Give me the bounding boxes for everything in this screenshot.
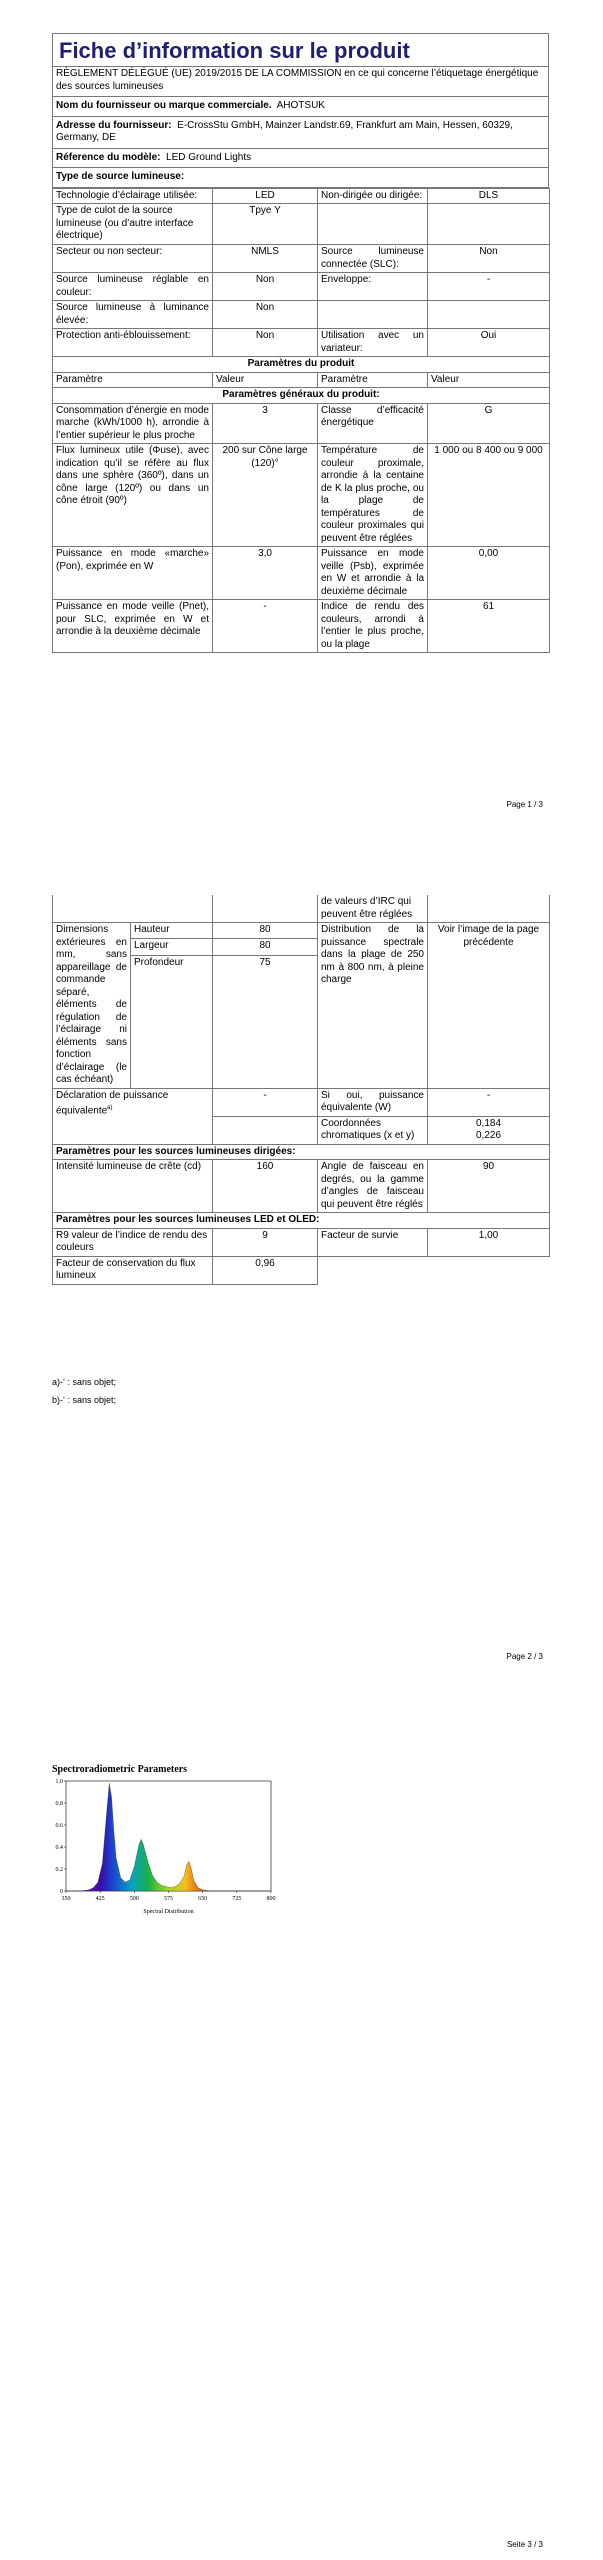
chroma-y: 0,226	[475, 1130, 502, 1141]
cell: Protection anti-éblouissement:	[53, 329, 213, 357]
cell: Puissance en mode veille (Pnet), pour SLC, exprimée en W et arrondie à la deuxième décimale	[53, 600, 213, 653]
model-label: Réference du modèle:	[56, 151, 161, 163]
cell: Enveloppe:	[318, 273, 428, 301]
equiv-w-value: -	[428, 1088, 550, 1116]
cell: 0,00	[428, 547, 550, 600]
table-row	[53, 245, 550, 273]
flux-maint-value: 0,96	[213, 1256, 318, 1284]
cell: 1 000 ou 8 400 ou 9 000	[428, 444, 550, 547]
spectral-label: Distribution de la puissance spectrale dans la plage de 250 nm à 800 nm, à pleine charge	[318, 923, 428, 1089]
chroma-x: 0,184	[475, 1117, 502, 1129]
directed-section-heading: Paramètres pour les sources lumineuses dirigées:	[53, 1144, 550, 1160]
table-row	[53, 923, 550, 939]
supplier-row	[53, 97, 549, 117]
r9-label: R9 valeur de l’indice de rendu des couleurs	[53, 1228, 213, 1256]
x-tick-label: 500	[129, 1896, 139, 1902]
table-row	[53, 444, 550, 547]
cell	[428, 204, 550, 245]
dim-name: Largeur	[131, 939, 213, 955]
x-tick-label: 800	[266, 1896, 276, 1902]
led-section-heading: Paramètres pour les sources lumineuses LED et OLED:	[53, 1213, 550, 1229]
equiv-label: Déclaration de puissance équivalente	[56, 1089, 169, 1117]
plot-frame	[66, 1781, 271, 1891]
footnote-marker: a)	[107, 1105, 113, 1111]
cell	[318, 301, 428, 329]
cell	[318, 204, 428, 245]
table-row	[53, 600, 550, 653]
cell	[428, 895, 550, 923]
dim-value: 75	[213, 955, 318, 1088]
page-footer: Page 2 / 3	[506, 1652, 543, 1661]
cell	[318, 1256, 428, 1284]
chroma-label: Coordonnées chromatiques (x et y)	[318, 1116, 428, 1144]
cell: 3,0	[213, 547, 318, 600]
address-label: Adresse du fournisseur:	[56, 119, 172, 131]
peak-value: 160	[213, 1160, 318, 1213]
address-row	[53, 116, 549, 148]
footnote-b: b)-‘ : sans objet;	[52, 1395, 117, 1405]
y-tick-label: 1.0	[55, 1779, 63, 1785]
x-tick-label: 650	[198, 1896, 208, 1902]
footnote-a: a)-‘ : sans objet;	[52, 1377, 117, 1387]
cell: Consommation d’énergie en mode marche (kWh/1000 h), arrondie à l’entier supérieur le plus proche	[53, 403, 213, 444]
spectrum-series	[66, 1783, 271, 1891]
page-2	[0, 880, 603, 1700]
params-header-row	[53, 372, 550, 388]
x-tick-label: 350	[61, 1896, 71, 1902]
x-tick-label: 725	[232, 1896, 242, 1902]
cell: Non-dirigée ou dirigée:	[318, 188, 428, 204]
cell: -	[213, 600, 318, 653]
cell: NMLS	[213, 245, 318, 273]
page-1	[0, 0, 603, 820]
cell: Source lumineuse réglable en couleur:	[53, 273, 213, 301]
cell: Non	[428, 245, 550, 273]
peak-label: Intensité lumineuse de crête (cd)	[53, 1160, 213, 1213]
cell: Indice de rendu des couleurs, arrondi à l’entier le plus proche, ou la plage	[318, 600, 428, 653]
table-row	[53, 1228, 550, 1256]
cell: Puissance en mode «marche» (Pon), exprimée en W	[53, 547, 213, 600]
dims-label: Dimensions extérieures en mm, sans appareillage de commande séparé, éléments de régulation de l’éclairage ni éléments sans fonction d’éclairage (le cas échéant)	[53, 923, 131, 1089]
page-title: Fiche d’information sur le produit	[52, 33, 549, 66]
table-row	[53, 188, 550, 204]
page-3	[0, 1700, 603, 2560]
table-row	[53, 895, 550, 923]
dim-name: Profondeur	[131, 955, 213, 1088]
type-table	[52, 188, 550, 654]
table-row	[53, 1256, 550, 1284]
cell: Tpye Y	[213, 204, 318, 245]
cell: Technologie d’éclairage utilisée:	[53, 188, 213, 204]
cell: Flux lumineux utile (Φuse), avec indication qu’il se réfère au flux dans une sphère (360º), dans un cône large (120º) ou dans un cône étroit (90º)	[53, 444, 213, 547]
dim-name: Hauteur	[131, 923, 213, 939]
product-sheet	[52, 33, 549, 653]
chroma-values	[428, 1116, 550, 1144]
beam-label: Angle de faisceau en degrés, ou la gamme d’angles de faisceau qui peuvent être réglés	[318, 1160, 428, 1213]
cell	[53, 895, 213, 923]
x-tick-label: 575	[164, 1896, 173, 1902]
product-sheet-continued	[52, 895, 549, 1285]
table-row	[53, 1088, 550, 1116]
column-header: Valeur	[428, 372, 550, 388]
cell: DLS	[428, 188, 550, 204]
page-footer: Seite 3 / 3	[506, 2540, 543, 2549]
cell: Source lumineuse à luminance élevée:	[53, 301, 213, 329]
params-section-heading: Paramètres du produit	[53, 357, 550, 373]
cell	[213, 895, 318, 923]
cell: Non	[213, 273, 318, 301]
y-tick-label: 0	[60, 1889, 63, 1895]
flux-maint-label: Facteur de conservation du flux lumineux	[53, 1256, 213, 1284]
regulation-text: RÈGLEMENT DÉLÉGUÉ (UE) 2019/2015 DE LA COMMISSION en ce qui concerne l’étiquetage énergétique des sources lumineuses	[53, 67, 549, 97]
supplier-value: AHOTSUK	[276, 100, 325, 111]
y-tick-label: 0.6	[55, 1823, 63, 1829]
dim-value: 80	[213, 939, 318, 955]
cell: G	[428, 403, 550, 444]
spectral-chart-svg	[52, 1775, 282, 1915]
table-row	[53, 547, 550, 600]
cell: Puissance en mode veille (Psb), exprimée en W et arrondie à la deuxième décimale	[318, 547, 428, 600]
model-value: LED Ground Lights	[166, 151, 252, 163]
cell: Source lumineuse connectée (SLC):	[318, 245, 428, 273]
cell: de valeurs d’IRC qui peuvent être réglées	[318, 895, 428, 923]
continued-table	[52, 895, 550, 1285]
table-row	[53, 403, 550, 444]
chart-title: Spectroradiometric Parameters	[52, 1764, 188, 1775]
table-row	[53, 273, 550, 301]
general-section-heading: Paramètres généraux du produit:	[53, 388, 550, 404]
cell: Classe d’efficacité énergétique	[318, 403, 428, 444]
table-row	[53, 329, 550, 357]
cell: Oui	[428, 329, 550, 357]
survival-label: Facteur de survie	[318, 1228, 428, 1256]
beam-value: 90	[428, 1160, 550, 1213]
spectral-value: Voir l’image de la page précédente	[428, 923, 550, 1089]
column-header: Valeur	[213, 372, 318, 388]
cell: 61	[428, 600, 550, 653]
address-value: E-CrossStu GmbH, Mainzer Landstr.69, Frankfurt am Main, Hessen, 60329, Germany, DE	[56, 119, 513, 143]
cell: Secteur ou non secteur:	[53, 245, 213, 273]
supplier-label: Nom du fournisseur ou marque commerciale.	[56, 100, 272, 111]
cell	[213, 1116, 318, 1144]
model-row	[53, 148, 549, 168]
cell: LED	[213, 188, 318, 204]
dim-value: 80	[213, 923, 318, 939]
table-row	[53, 301, 550, 329]
cell: Température de couleur proximale, arrondie à la centaine de K la plus proche, ou la plage de températures de couleur proximales qui peuvent être réglées	[318, 444, 428, 547]
x-tick-label: 425	[95, 1896, 105, 1902]
y-tick-label: 0.8	[55, 1801, 63, 1807]
column-header: Paramètre	[318, 372, 428, 388]
cell: Non	[213, 329, 318, 357]
cell: 200 sur Cône large (120)°	[213, 444, 318, 547]
survival-value: 1,00	[428, 1228, 550, 1256]
equiv-label-cell	[53, 1088, 213, 1144]
identity-table	[52, 66, 549, 188]
column-header: Paramètre	[53, 372, 213, 388]
page-footer: Page 1 / 3	[506, 800, 543, 809]
cell: -	[428, 273, 550, 301]
y-tick-label: 0.2	[55, 1867, 63, 1873]
cell: Type de culot de la source lumineuse (ou d’autre interface électrique)	[53, 204, 213, 245]
table-row	[53, 1160, 550, 1213]
type-section-heading: Type de source lumineuse:	[53, 168, 549, 188]
cell: 3	[213, 403, 318, 444]
cell	[428, 1256, 550, 1284]
x-axis-label: Spectral Distribution	[143, 1909, 194, 1915]
table-row	[53, 204, 550, 245]
cell: Utilisation avec un variateur:	[318, 329, 428, 357]
equiv-value: -	[213, 1088, 318, 1116]
spectral-chart	[52, 1764, 282, 1919]
r9-value: 9	[213, 1228, 318, 1256]
equiv-w-label: Si oui, puissance équivalente (W)	[318, 1088, 428, 1116]
cell	[428, 301, 550, 329]
y-tick-label: 0.4	[55, 1845, 63, 1851]
cell: Non	[213, 301, 318, 329]
